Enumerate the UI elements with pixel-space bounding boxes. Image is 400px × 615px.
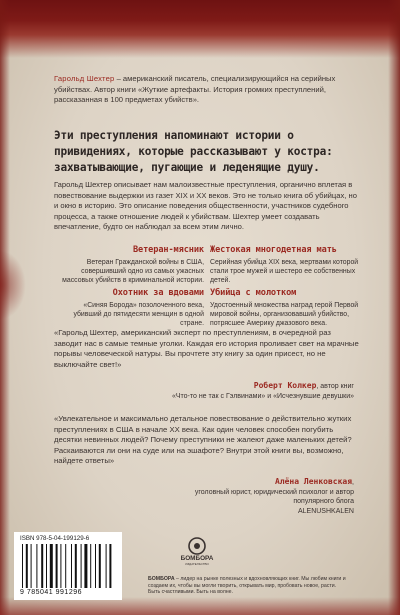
isbn-text: ISBN 978-5-04-199129-6 [20, 535, 90, 542]
barcode-bar [31, 544, 32, 588]
card-veteran [54, 245, 204, 286]
publisher-desc-text: – лидер на рынке полезных и вдохновляющих книг. Мы любим книги и создаем их, чтобы вы могли творить, открывать мир, пробовать новое, расти. Быть счастливыми. Быть на волне. [148, 576, 346, 596]
barcode-bar [56, 544, 58, 588]
publisher-desc-name: БОМБОРА [148, 576, 175, 582]
barcode-bar [109, 544, 111, 588]
author-name: Гарольд Шехтер [54, 74, 115, 83]
quote-author-blog: ALENUSHKALEN [297, 507, 354, 515]
quote-author-role: , автор книг [316, 383, 354, 390]
barcode-bar [41, 544, 43, 588]
barcode-bar [71, 544, 72, 588]
card-title: Охотник за вдовами [112, 288, 204, 298]
barcode-bar [60, 544, 61, 588]
barcode-bar [81, 544, 82, 588]
barcode-bar [46, 544, 47, 588]
barcode-bar [50, 544, 53, 588]
barcode-number: 9 785041 991296 [20, 589, 82, 596]
barcode-bar [65, 544, 66, 588]
intro-paragraph: Гарольд Шехтер описывает нам малоизвестные преступления, органично вплетая в повествование выдержки из газет XIX и XX веков. Это не только книга об убийцах, но и окно в историю. Это описание поведения общественности, участников судебного процесса, а также отношение людей к убийствам. Шехтер умеет создавать впечатление, будто он наблюдал за всем этим лично. [54, 180, 357, 231]
card-mother [210, 245, 360, 286]
barcode-bar [99, 544, 101, 588]
barcode-bar [95, 544, 96, 588]
card-hammer-killer [210, 288, 360, 329]
card-title: Ветеран-мясник [132, 245, 204, 255]
quote-author-name: Алёна Ленковская [274, 477, 353, 486]
barcode-bar [106, 544, 107, 588]
card-title: Жестокая многодетная мать [210, 245, 337, 255]
publisher-logo-icon [177, 536, 217, 566]
barcode-bar [84, 544, 87, 588]
barcode [14, 532, 122, 600]
quote-kolker-attribution [172, 381, 354, 401]
publisher-name: БОМБОРА [180, 555, 214, 562]
quote-lenkovskaya-attribution: Алёна Ленковская, уголовный юрист, юридический психолог и автор популярного блога ALENUSHKALEN [194, 477, 354, 515]
card-body: Ветеран Гражданской войны в США, совершивший одно из самых ужасных массовых убийств в криминальной истории. [62, 259, 204, 285]
quote-lenkovskaya: «Увлекательное и максимально детальное повествование о действительно жутких преступлениях в США в начале XX века. Как один человек способен погубить десятки невинных людей? Почему преступники не жалеют даже маленьких детей? Раскаиваются ли они на суде или на эшафоте? Внутри этой книги вы, возможно, найдете ответы» [54, 414, 352, 465]
publisher-description [148, 576, 348, 596]
quote-author-name: Роберт Колкер [253, 381, 317, 390]
quote-author-line2: популярного блога [293, 498, 354, 505]
headline: Эти преступления напоминают истории о привидениях, которые рассказывают у костра: захватывающие, пугающие и леденящие душу. [54, 129, 333, 174]
barcode-bars [22, 544, 114, 588]
card-body: Серийная убийца XIX века, жертвами которой стали трое мужей и шестеро ее собственных детей. [210, 259, 359, 285]
quote-author-books: «Что-то не так с Гэлвинами» и «Исчезнувшие девушки» [171, 392, 354, 400]
barcode-bar [90, 544, 91, 588]
barcode-bar [22, 544, 23, 588]
author-bio [54, 74, 354, 106]
blood-stain-top [0, 0, 400, 58]
barcode-bar [26, 544, 28, 588]
barcode-bar [75, 544, 77, 588]
card-body: «Синяя Борода» позолоченного века, убивший до пятидесяти женщин в одной стране. [73, 302, 204, 328]
card-widow-hunter [54, 288, 204, 329]
quote-kolker: «Гарольд Шехтер, американский эксперт по преступлениям, в очередной раз заводит нас в самые темные уголки. Каждая его история проливает свет на мрачные порывы человеческой натуры. Вы прочтете эту книгу за один присест, но не выключайте свет!» [54, 328, 359, 369]
card-title: Убийца с молотком [210, 288, 297, 298]
card-body: Удостоенный множества наград герой Первой мировой войны, организовавший убийство, потрясшее Америку джазового века. [210, 302, 359, 328]
author-bio-text: – американский писатель, специализирующийся на серийных убийствах. Автор книги «Жуткие артефакты. История громких преступлений, рассказанная в 100 предметах убийств». [54, 74, 336, 104]
quote-author-line1: уголовный юрист, юридический психолог и автор [194, 488, 354, 496]
blood-edge-right [388, 0, 400, 615]
barcode-bar [36, 544, 37, 588]
publisher-sub: ИЗДАТЕЛЬСТВО [185, 562, 209, 566]
